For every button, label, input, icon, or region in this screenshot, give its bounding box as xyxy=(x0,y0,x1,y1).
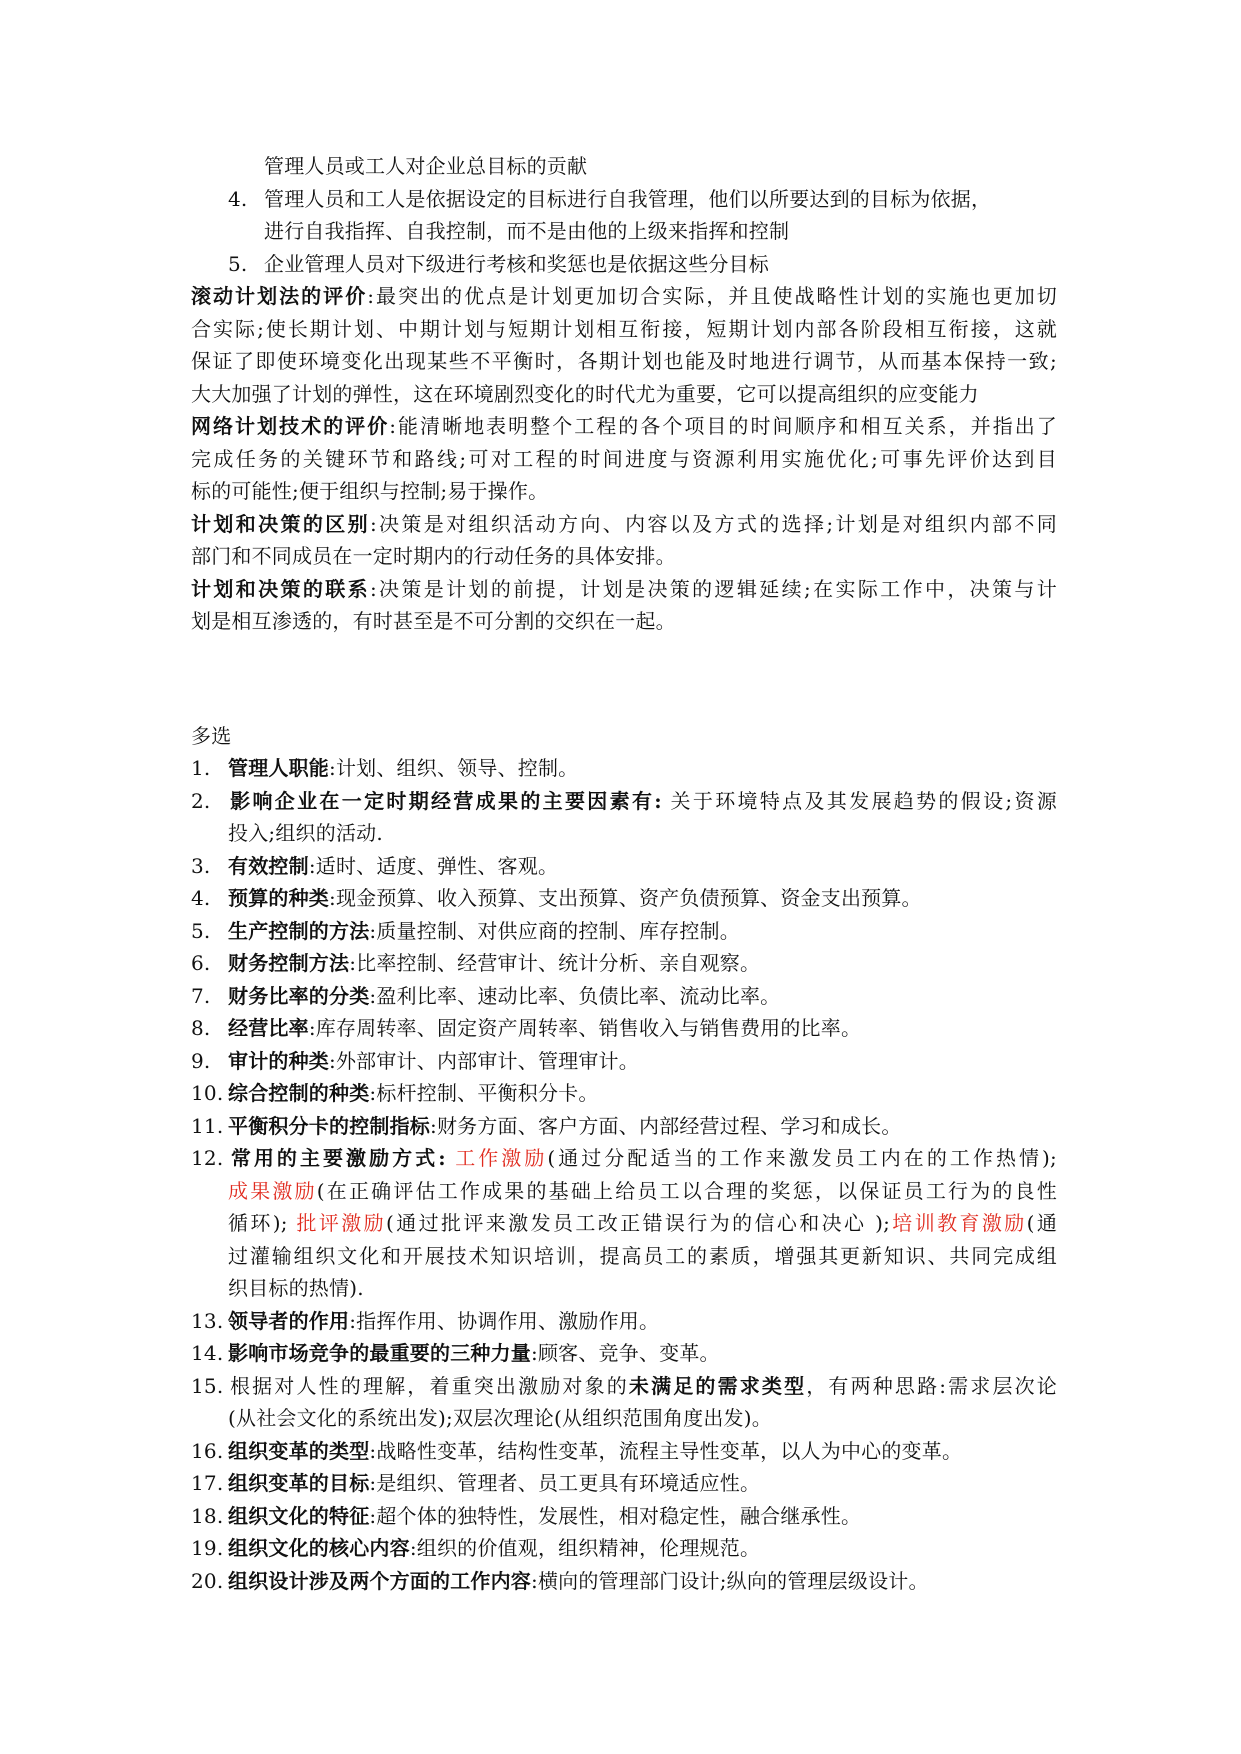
continuation-line: 管理人员或工人对企业总目标的贡献 xyxy=(264,154,588,178)
list-item-cont: (从社会文化的系统出发);双层次理论(从组织范围角度出发)。 xyxy=(228,1406,772,1430)
list-item-5: 5. 企业管理人员对下级进行考核和奖惩也是依据这些分目标 xyxy=(228,251,769,276)
document-page xyxy=(191,150,1057,1597)
list-item: 4. 预算的种类:现金预算、收入预算、支出预算、资产负债预算、资金支出预算。 xyxy=(191,886,922,910)
spacer xyxy=(191,638,1057,720)
list-item: 3. 有效控制:适时、适度、弹性、客观。 xyxy=(191,853,559,878)
paragraph-line: 标的可能性;便于组织与控制;易于操作。 xyxy=(191,479,549,503)
paragraph-line: 完成任务的关键环节和路线;可对工程的时间进度与资源利用实施优化;可事先评价达到目 xyxy=(191,446,1057,471)
paragraph-line: 划是相互渗透的，有时甚至是不可分割的交织在一起。 xyxy=(191,609,676,633)
list-item: 18. 组织文化的特征:超个体的独特性，发展性，相对稳定性，融合继承性。 xyxy=(191,1503,862,1528)
paragraph-heading: 计划和决策的联系 xyxy=(191,576,370,601)
list-item-cont: 过灌输组织文化和开展技术知识培训，提高员工的素质，增强其更新知识、共同完成组 xyxy=(228,1243,1057,1268)
list-item: 13. 领导者的作用:指挥作用、协调作用、激励作用。 xyxy=(191,1308,660,1333)
paragraph-line: 部门和不同成员在一定时期内的行动任务的具体安排。 xyxy=(191,544,676,568)
list-item: 20. 组织设计涉及两个方面的工作内容:横向的管理部门设计;纵向的管理层级设计。 xyxy=(191,1568,929,1593)
paragraph-heading: 滚动计划法的评价 xyxy=(191,284,368,308)
list-item: 8. 经营比率:库存周转率、固定资产周转率、销售收入与销售费用的比率。 xyxy=(191,1016,862,1040)
paragraph-line: 网络计划技术的评价:能清晰地表明整个工程的各个项目的时间顺序和相互关系，并指出了 xyxy=(191,414,1057,438)
list-item-4-cont: 进行自我指挥、自我控制，而不是由他的上级来指挥和控制 xyxy=(264,219,790,243)
paragraph-line: 保证了即使环境变化出现某些不平衡时，各期计划也能及时地进行调节，从而基本保持一致; xyxy=(191,349,1057,373)
paragraph-line: 大大加强了计划的弹性，这在环境剧烈变化的时代尤为重要，它可以提高组织的应变能力 xyxy=(191,381,979,406)
list-item-cont: 投入;组织的活动. xyxy=(228,821,383,845)
list-item: 10. 综合控制的种类:标杆控制、平衡积分卡。 xyxy=(191,1081,599,1105)
list-item-4: 4. 管理人员和工人是依据设定的目标进行自我管理，他们以所要达到的目标为依据， xyxy=(228,186,992,211)
list-item: 11. 平衡积分卡的控制指标:财务方面、客户方面、内部经营过程、学习和成长。 xyxy=(191,1113,902,1138)
list-item: 19. 组织文化的核心内容:组织的价值观，组织精神，伦理规范。 xyxy=(191,1536,761,1560)
paragraph-line: 计划和决策的区别:决策是对组织活动方向、内容以及方式的选择;计划是对组织内部不同 xyxy=(191,511,1057,536)
list-item: 9. 审计的种类:外部审计、内部审计、管理审计。 xyxy=(191,1048,639,1073)
list-item: 16. 组织变革的类型:战略性变革，结构性变革，流程主导性变革，以人为中心的变革。 xyxy=(191,1438,963,1463)
list-item: 1. 管理人职能:计划、组织、领导、控制。 xyxy=(191,756,579,780)
list-item: 12. 常用的主要激励方式: 工作激励(通过分配适当的工作来激发员工内在的工作热情); xyxy=(191,1146,1057,1170)
paragraph-line: 滚动计划法的评价:最突出的优点是计划更加切合实际，并且使战略性计划的实施也更加切 xyxy=(191,284,1057,308)
list-item: 15. 根据对人性的理解，着重突出激励对象的未满足的需求类型，有两种思路:需求层次论 xyxy=(191,1373,1057,1398)
list-item-cont: 织目标的热情). xyxy=(228,1276,364,1300)
list-item: 6. 财务控制方法:比率控制、经营审计、统计分析、亲自观察。 xyxy=(191,951,761,975)
paragraph-line: 计划和决策的联系:决策是计划的前提，计划是决策的逻辑延续;在实际工作中，决策与计 xyxy=(191,576,1057,601)
list-item: 17. 组织变革的目标:是组织、管理者、员工更具有环境适应性。 xyxy=(191,1471,761,1495)
list-item: 14. 影响市场竞争的最重要的三种力量:顾客、竞争、变革。 xyxy=(191,1341,720,1365)
list-item: 7. 财务比率的分类:盈利比率、速动比率、负债比率、流动比率。 xyxy=(191,983,781,1008)
list-item-cont: 成果激励(在正确评估工作成果的基础上给员工以合理的奖惩，以保证员工行为的良性 xyxy=(228,1178,1057,1203)
paragraph-heading: 计划和决策的区别 xyxy=(191,511,370,536)
paragraph-heading: 网络计划技术的评价 xyxy=(191,414,390,438)
section-title: 多选 xyxy=(191,723,232,748)
list-item: 2. 影响企业在一定时期经营成果的主要因素有: 关于环境特点及其发展趋势的假设;资源 xyxy=(191,788,1057,813)
paragraph-line: 合实际;使长期计划、中期计划与短期计划相互衔接，短期计划内部各阶段相互衔接，这就 xyxy=(191,316,1057,341)
list-item: 5. 生产控制的方法:质量控制、对供应商的控制、库存控制。 xyxy=(191,918,740,943)
list-item-cont: 循环); 批评激励(通过批评来激发员工改正错误行为的信心和决心 );培训教育激励(通 xyxy=(228,1211,1058,1235)
